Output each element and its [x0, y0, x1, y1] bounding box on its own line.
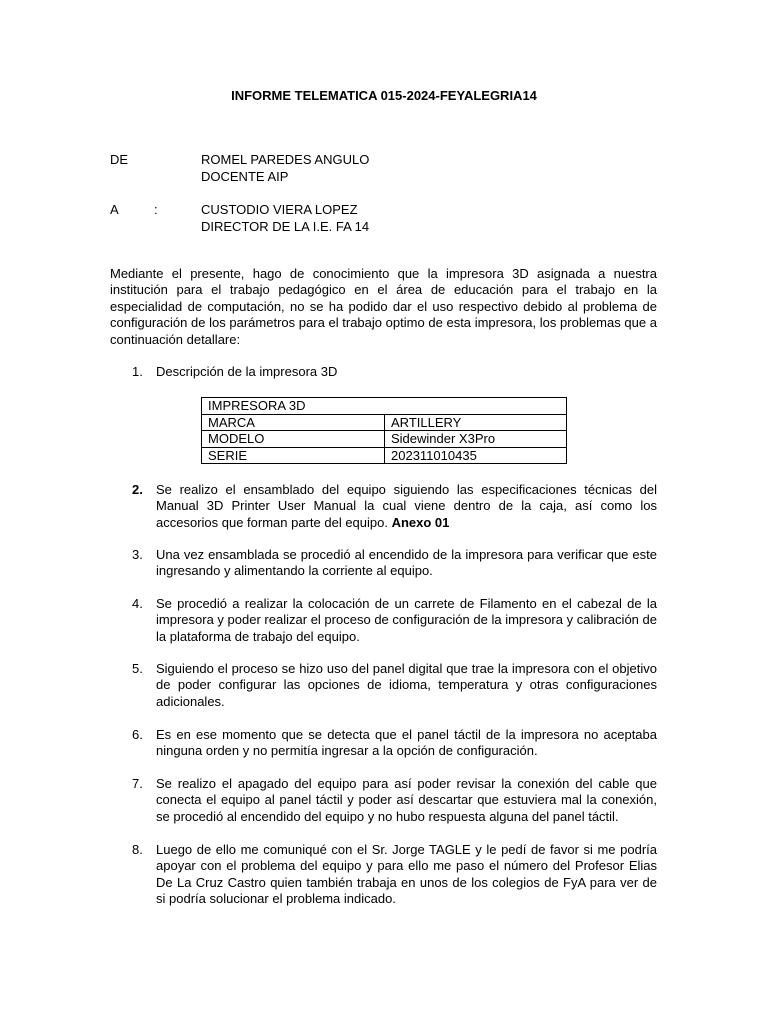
list-item [110, 842, 657, 908]
list-item-text: Una vez ensamblada se procedió al encendido de la impresora para verificar que este ingresando y alimentando la corriente al equipo. [156, 547, 657, 579]
table-cell-value: ARTILLERY [385, 414, 567, 431]
table-header-row [202, 398, 567, 415]
to-name: CUSTODIO VIERA LOPEZ [201, 202, 358, 217]
table-row [202, 431, 567, 448]
from-name: ROMEL PAREDES ANGULO [201, 152, 370, 167]
list-item [110, 776, 657, 825]
list-item-body: Se realizo el ensamblado del equipo siguiendo las especificaciones técnicas del Manual 3D Printer User Manual la cual viene dentro de la caja, así como los accesorios que forman parte del equipo. [156, 482, 657, 530]
to-label: A [110, 202, 119, 217]
list-item [110, 727, 657, 760]
list-item [110, 547, 657, 580]
from-role: DOCENTE AIP [201, 169, 289, 184]
table-row [202, 414, 567, 431]
table-header: IMPRESORA 3D [202, 398, 567, 415]
table-row [202, 447, 567, 464]
table-cell-value: 202311010435 [385, 447, 567, 464]
list-item-number: 2. [132, 482, 143, 497]
table-cell-value: Sidewinder X3Pro [385, 431, 567, 448]
to-role: DIRECTOR DE LA I.E. FA 14 [201, 219, 370, 234]
list-item-number: 3. [132, 547, 143, 562]
list-item-text [156, 482, 657, 531]
list-item-number: 6. [132, 727, 143, 742]
list-item [110, 364, 657, 380]
list-item-text: Se realizo el apagado del equipo para así poder revisar la conexión del cable que conecta el equipo al panel táctil y poder así descartar que estuviera mal la conexión, se procedió al encendido del equipo y no hubo respuesta alguna del panel táctil. [156, 776, 657, 824]
list-item-number: 8. [132, 842, 143, 857]
table-cell-label: SERIE [202, 447, 385, 464]
list-item-number: 1. [132, 364, 143, 379]
from-label: DE [110, 152, 129, 167]
printer-spec-table [201, 397, 567, 464]
list-item [110, 661, 657, 710]
list-item-text: Luego de ello me comuniqué con el Sr. Jorge TAGLE y le pedí de favor si me podría apoyar con el problema del equipo y para ello me paso el número del Profesor Elias De La Cruz Castro quien también trabaja en unos de los colegios de FyA para ver de si podría solucionar el problema indicado. [156, 842, 657, 907]
document-title: INFORME TELEMATICA 015-2024-FEYALEGRIA14 [231, 88, 537, 103]
list-item-text: Descripción de la impresora 3D [156, 364, 338, 379]
table-cell-label: MODELO [202, 431, 385, 448]
list-item [110, 596, 657, 645]
list-item-text: Siguiendo el proceso se hizo uso del panel digital que trae la impresora con el objetivo de poder configurar las opciones de idioma, temperatura y otras configuraciones adicionales. [156, 661, 657, 709]
table-cell-label: MARCA [202, 414, 385, 431]
intro-paragraph: Mediante el presente, hago de conocimiento que la impresora 3D asignada a nuestra institución para el trabajo pedagógico en el área de educación para el trabajo en la especialidad de computación, no se ha podido dar el uso respectivo debido al problema de configuración de los parámetros para el trabajo optimo de esta impresora, los problemas que a continuación detallare: [110, 266, 657, 347]
to-colon: : [154, 202, 158, 217]
list-item-number: 4. [132, 596, 143, 611]
list-item-number: 7. [132, 776, 143, 791]
list-item-number: 5. [132, 661, 143, 676]
list-item-text: Se procedió a realizar la colocación de un carrete de Filamento en el cabezal de la impresora y poder realizar el proceso de configuración de la impresora y calibración de la plataforma de trabajo del equipo. [156, 596, 657, 644]
list-item-text: Es en ese momento que se detecta que el panel táctil de la impresora no aceptaba ninguna orden y no permitía ingresar a la opción de configuración. [156, 727, 657, 759]
list-item [110, 482, 657, 531]
annex-reference: Anexo 01 [391, 514, 450, 530]
